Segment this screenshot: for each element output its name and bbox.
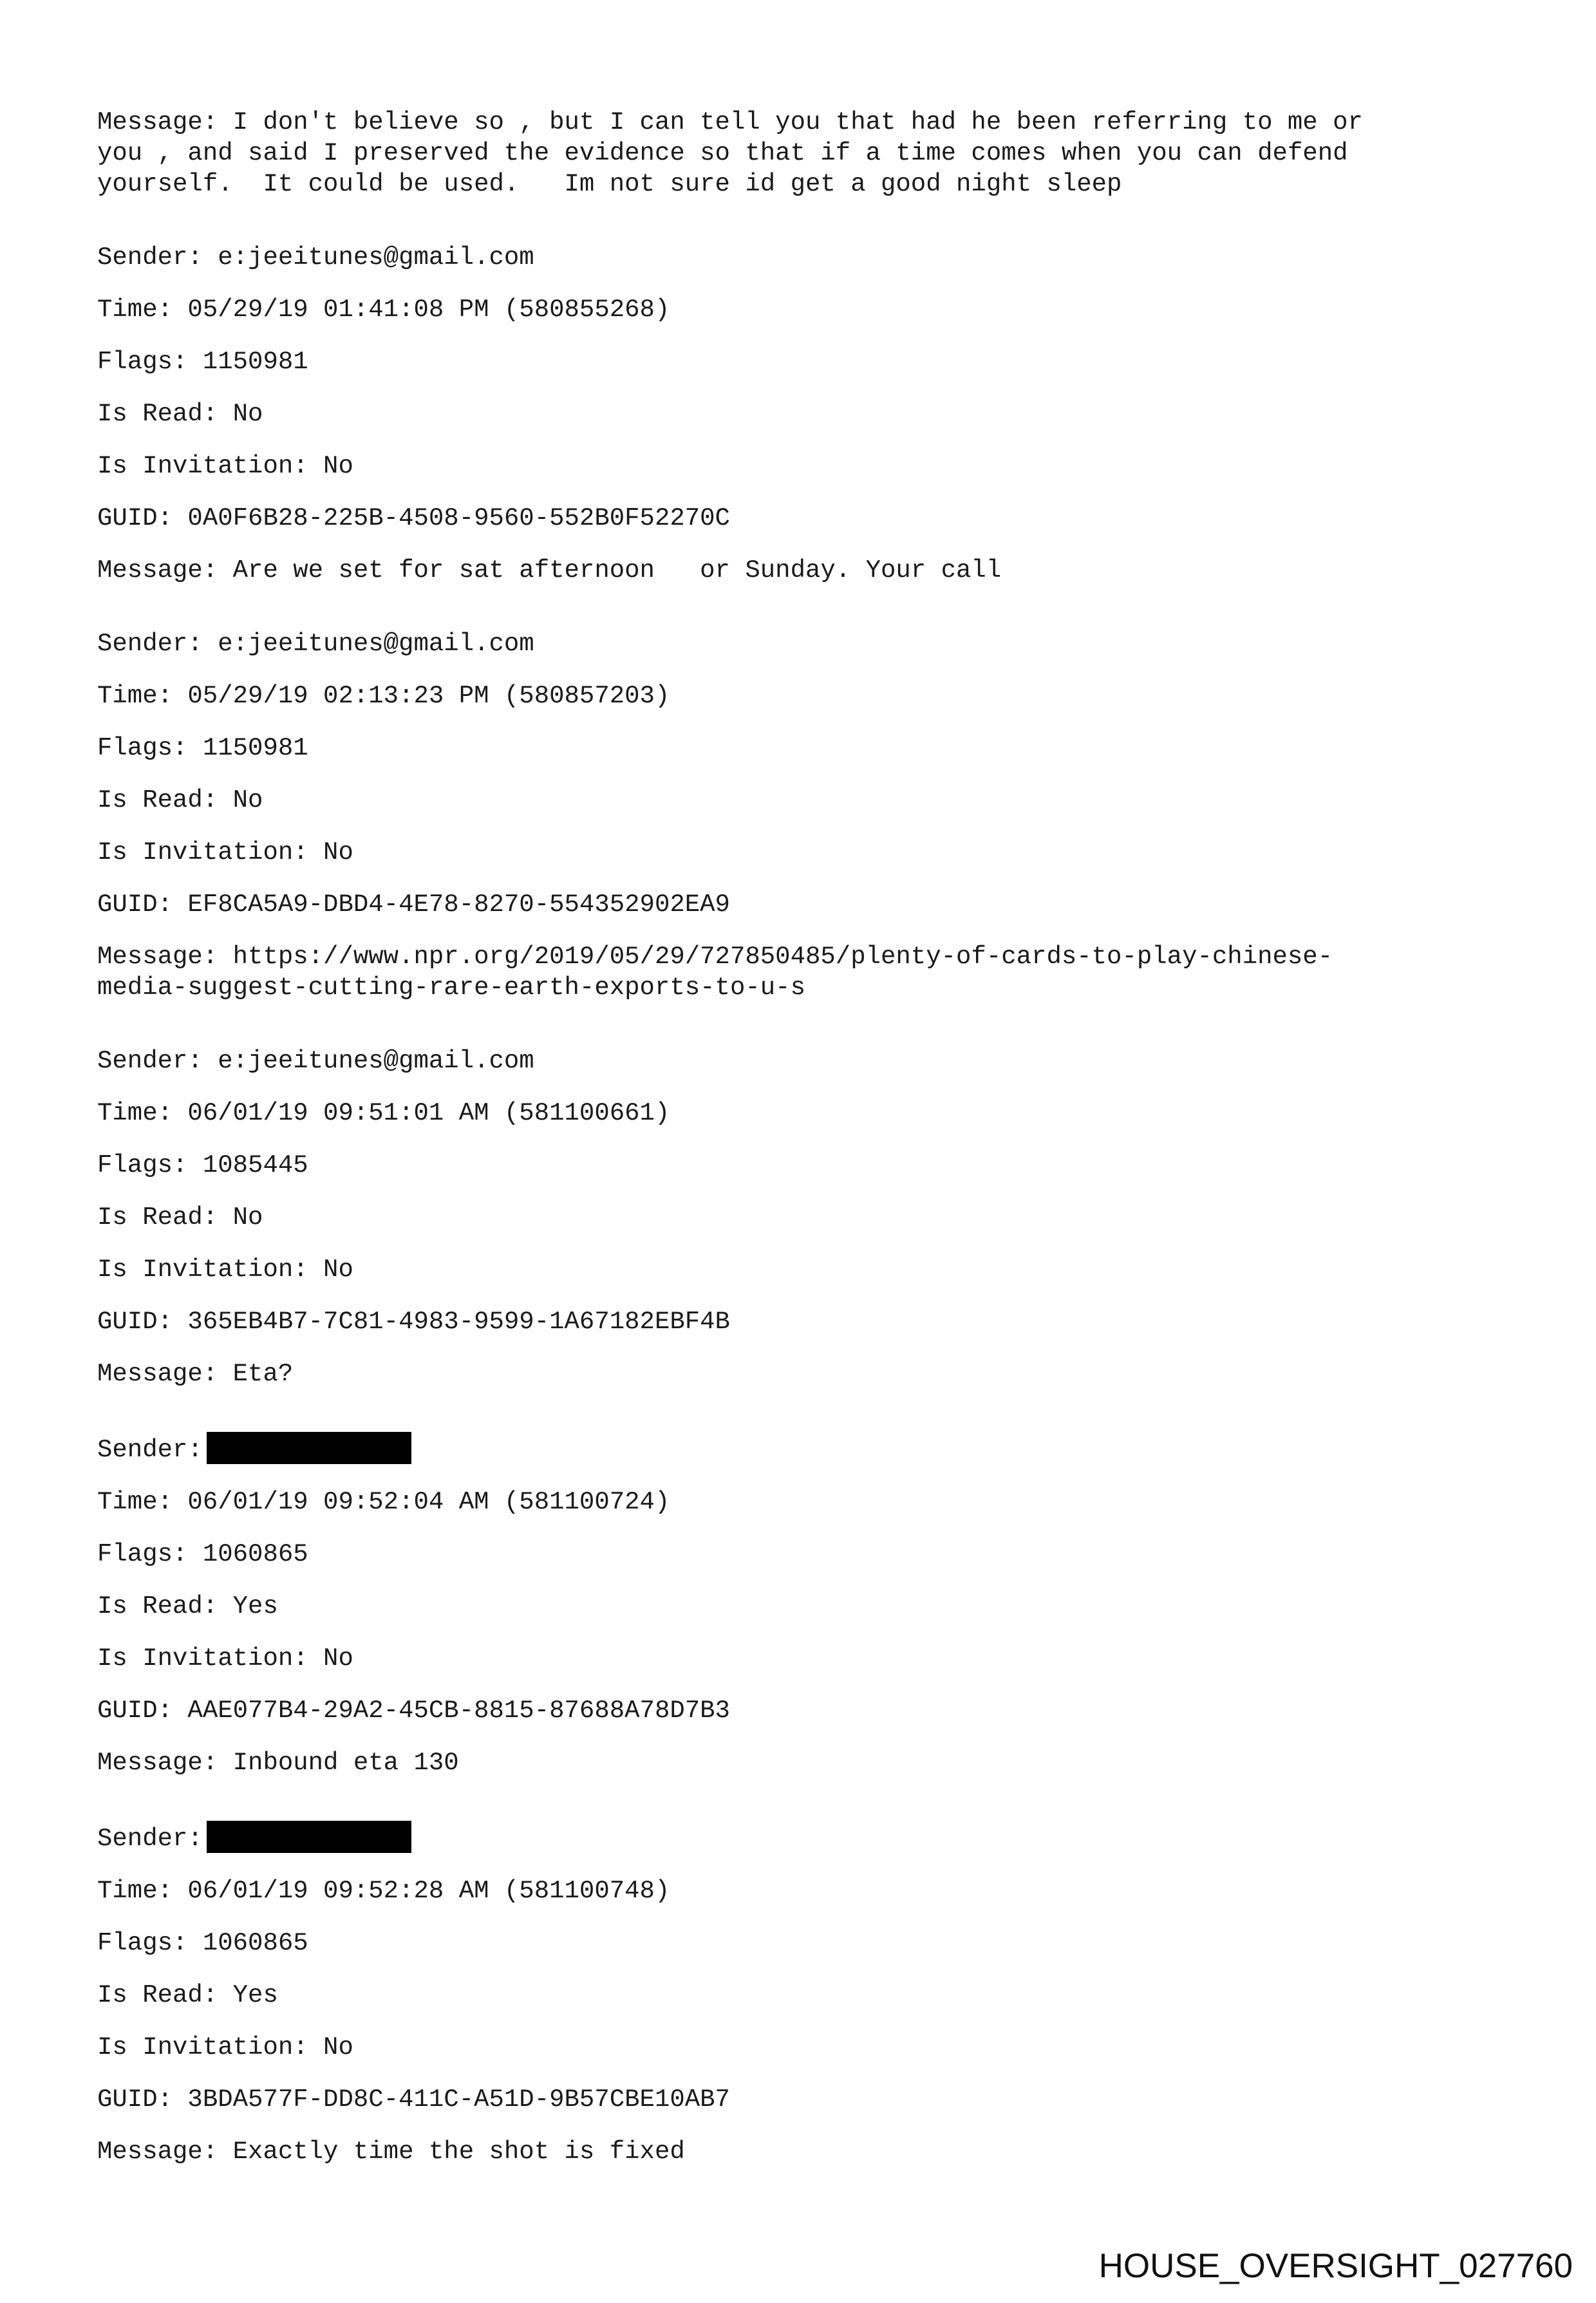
flags-line: Flags: 1060865 — [97, 1929, 308, 1957]
message-line: media-suggest-cutting-rare-earth-exports-to-u-s — [97, 973, 805, 1002]
message-line: Message: I don't believe so , but I can tell you that had he been referring to me or — [97, 108, 1363, 136]
message-record — [97, 1432, 1501, 1778]
is-read-line: Is Read: No — [97, 400, 263, 428]
guid-line: GUID: 3BDA577F-DD8C-411C-A51D-9B57CBE10AB7 — [97, 2085, 730, 2114]
sender-line — [97, 1432, 1501, 1465]
time-line: Time: 05/29/19 01:41:08 PM (580855268) — [97, 296, 670, 324]
intro-message — [97, 107, 1501, 200]
time-line: Time: 06/01/19 09:52:04 AM (581100724) — [97, 1488, 670, 1516]
message-record — [97, 242, 1501, 586]
sender-line — [97, 1821, 1501, 1854]
message-record — [97, 628, 1501, 1003]
flags-line: Flags: 1085445 — [97, 1151, 308, 1180]
sender-line: Sender: e:jeeitunes@gmail.com — [97, 1047, 534, 1075]
sender-line: Sender: e:jeeitunes@gmail.com — [97, 243, 534, 272]
is-invitation-line: Is Invitation: No — [97, 838, 353, 867]
is-read-line: Is Read: No — [97, 786, 263, 814]
is-invitation-line: Is Invitation: No — [97, 2033, 353, 2062]
is-read-line: Is Read: Yes — [97, 1592, 278, 1621]
message-line: Message: Are we set for sat afternoon or Sunday. Your call — [97, 556, 1002, 585]
is-invitation-line: Is Invitation: No — [97, 452, 353, 480]
time-line: Time: 05/29/19 02:13:23 PM (580857203) — [97, 682, 670, 710]
message-line: Message: Inbound eta 130 — [97, 1749, 459, 1777]
message-line: yourself. It could be used. Im not sure id get a good night sleep — [97, 170, 1122, 198]
message-line: Message: https://www.npr.org/2019/05/29/727850485/plenty-of-cards-to-play-chinese- — [97, 943, 1333, 971]
guid-line: GUID: 0A0F6B28-225B-4508-9560-552B0F52270C — [97, 504, 730, 532]
message-record — [97, 1821, 1501, 2167]
flags-line: Flags: 1150981 — [97, 734, 308, 762]
redaction-box — [207, 1432, 411, 1464]
message-line: Message: Exactly time the shot is fixed — [97, 2138, 685, 2166]
is-read-line: Is Read: Yes — [97, 1981, 278, 2009]
document-body — [97, 107, 1501, 2167]
message-line: Message: Eta? — [97, 1360, 294, 1388]
flags-line: Flags: 1060865 — [97, 1540, 308, 1568]
is-read-line: Is Read: No — [97, 1203, 263, 1232]
guid-line: GUID: 365EB4B7-7C81-4983-9599-1A67182EBF4B — [97, 1308, 730, 1336]
time-line: Time: 06/01/19 09:51:01 AM (581100661) — [97, 1099, 670, 1127]
is-invitation-line: Is Invitation: No — [97, 1644, 353, 1673]
guid-line: GUID: AAE077B4-29A2-45CB-8815-87688A78D7B3 — [97, 1697, 730, 1725]
sender-line: Sender: e:jeeitunes@gmail.com — [97, 630, 534, 658]
flags-line: Flags: 1150981 — [97, 348, 308, 376]
bates-number: HOUSE_OVERSIGHT_027760 — [1098, 2247, 1573, 2285]
redaction-box — [207, 1821, 411, 1853]
sender-label: Sender: — [97, 1436, 203, 1464]
message-record — [97, 1046, 1501, 1389]
message-line: you , and said I preserved the evidence so that if a time comes when you can defend — [97, 139, 1348, 167]
is-invitation-line: Is Invitation: No — [97, 1255, 353, 1284]
sender-label: Sender: — [97, 1825, 203, 1853]
guid-line: GUID: EF8CA5A9-DBD4-4E78-8270-554352902EA9 — [97, 890, 730, 919]
time-line: Time: 06/01/19 09:52:28 AM (581100748) — [97, 1877, 670, 1905]
